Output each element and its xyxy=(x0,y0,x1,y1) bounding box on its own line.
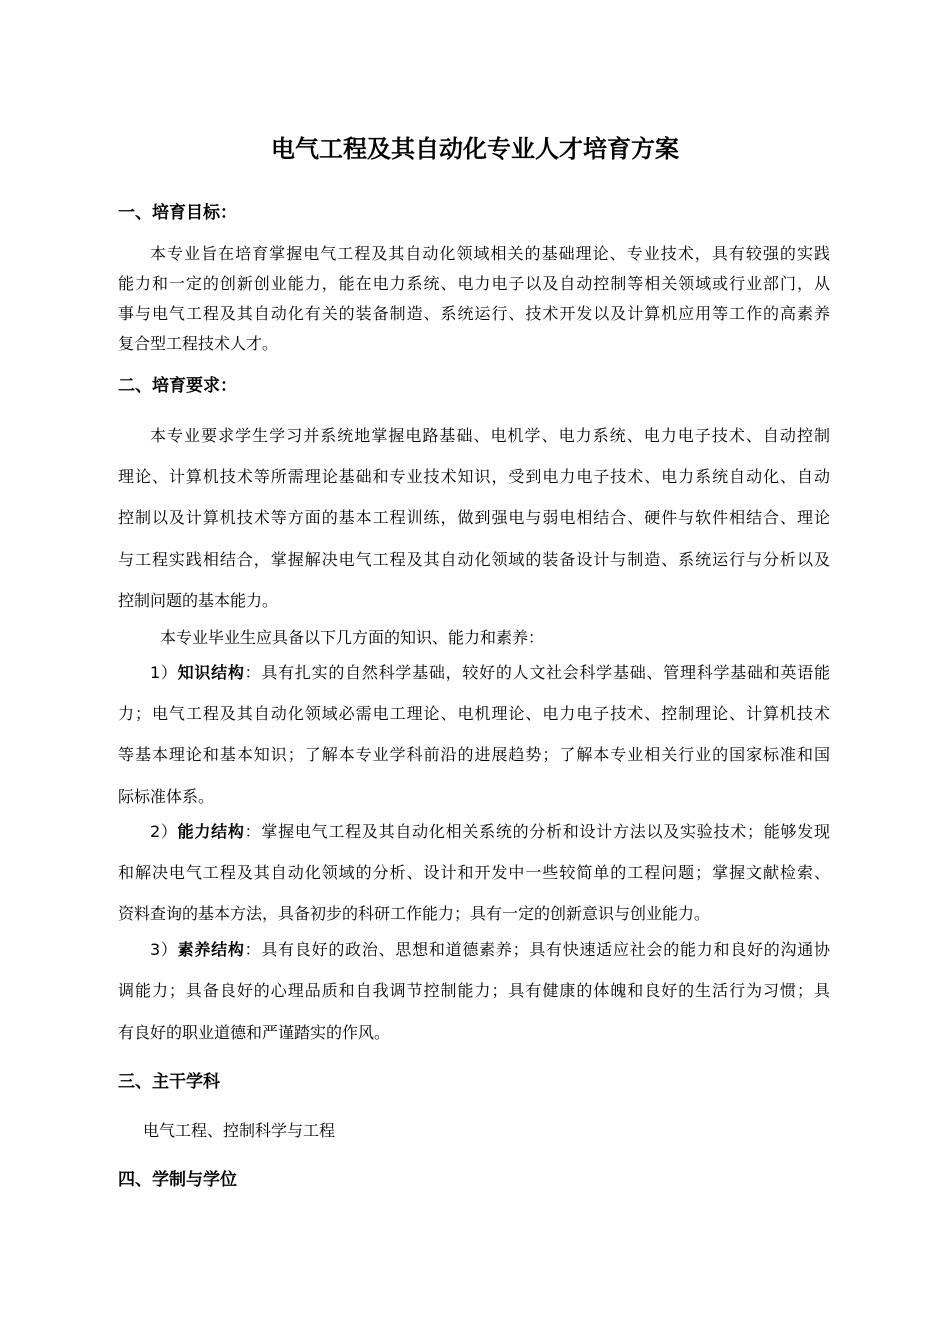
list-item-ability-structure xyxy=(150,820,830,844)
paragraph-line: 能力和一定的创新创业能力，能在电力系统、电力电子以及自动控制等相关领域或行业部门，从 xyxy=(118,274,830,293)
section-heading-duration-degree: 四、学制与学位 xyxy=(118,1170,237,1190)
item-text: ：具有良好的政治、思想和道德素养；具有快速适应社会的能力和良好的沟通协 xyxy=(244,940,830,959)
paragraph-line: 事与电气工程及其自动化有关的装备制造、系统运行、技术开发以及计算机应用等工作的高素养 xyxy=(118,304,830,323)
paragraph-line: 控制问题的基本能力。 xyxy=(118,591,279,610)
list-item-knowledge-structure xyxy=(150,661,830,685)
section-heading-main-disciplines: 三、主干学科 xyxy=(118,1072,220,1092)
item-label: 能力结构 xyxy=(177,822,245,841)
paragraph-line: 有良好的职业道德和严谨踏实的作风。 xyxy=(118,1023,391,1042)
paragraph-line: 等基本理论和基本知识；了解本专业学科前沿的进展趋势；了解本专业相关行业的国家标准和国 xyxy=(118,745,830,764)
item-label: 知识结构 xyxy=(177,663,245,682)
item-number: 3） xyxy=(150,940,178,959)
paragraph-line: 控制以及计算机技术等方面的基本工程训练，做到强电与弱电相结合、硬件与软件相结合、理论 xyxy=(118,508,830,527)
paragraph-line: 和解决电气工程及其自动化领域的分析、设计和开发中一些较简单的工程问题；掌握文献检索、 xyxy=(118,863,830,882)
document-title: 电气工程及其自动化专业人才培育方案 xyxy=(271,135,679,163)
paragraph-line: 复合型工程技术人才。 xyxy=(118,334,279,353)
paragraph-line: 本专业要求学生学习并系统地掌握电路基础、电机学、电力系统、电力电子技术、自动控制 xyxy=(150,426,830,445)
paragraph-line: 资料查询的基本方法，具备初步的科研工作能力；具有一定的创新意识与创业能力。 xyxy=(118,904,711,923)
paragraph-line: 调能力；具备良好的心理品质和自我调节控制能力；具有健康的体魄和良好的生活行为习惯；具 xyxy=(118,981,830,1000)
item-label: 素养结构 xyxy=(177,940,245,959)
item-number: 2） xyxy=(150,822,178,841)
paragraph-line: 力；电气工程及其自动化领域必需电工理论、电机理论、电力电子技术、控制理论、计算机技术 xyxy=(118,704,830,723)
requirements-intro: 本专业毕业生应具备以下几方面的知识、能力和素养： xyxy=(160,628,545,647)
main-disciplines-text: 电气工程、控制科学与工程 xyxy=(143,1121,336,1140)
paragraph-line: 理论、计算机技术等所需理论基础和专业技术知识，受到电力电子技术、电力系统自动化、自动 xyxy=(118,467,830,486)
paragraph-line: 与工程实践相结合，掌握解决电气工程及其自动化领域的装备设计与制造、系统运行与分析以及 xyxy=(118,550,830,569)
item-text: ：具有扎实的自然科学基础，较好的人文社会科学基础、管理科学基础和英语能 xyxy=(244,663,830,682)
paragraph-line: 际标准体系。 xyxy=(118,787,215,806)
item-text: ：掌握电气工程及其自动化相关系统的分析和设计方法以及实验技术；能够发现 xyxy=(244,822,830,841)
section-heading-training-requirements: 二、培育要求： xyxy=(118,376,237,396)
item-number: 1） xyxy=(150,663,178,682)
section-heading-training-goals: 一、培育目标： xyxy=(118,203,237,223)
list-item-quality-structure xyxy=(150,938,830,962)
paragraph-line: 本专业旨在培育掌握电气工程及其自动化领域相关的基础理论、专业技术，具有较强的实践 xyxy=(150,244,830,263)
